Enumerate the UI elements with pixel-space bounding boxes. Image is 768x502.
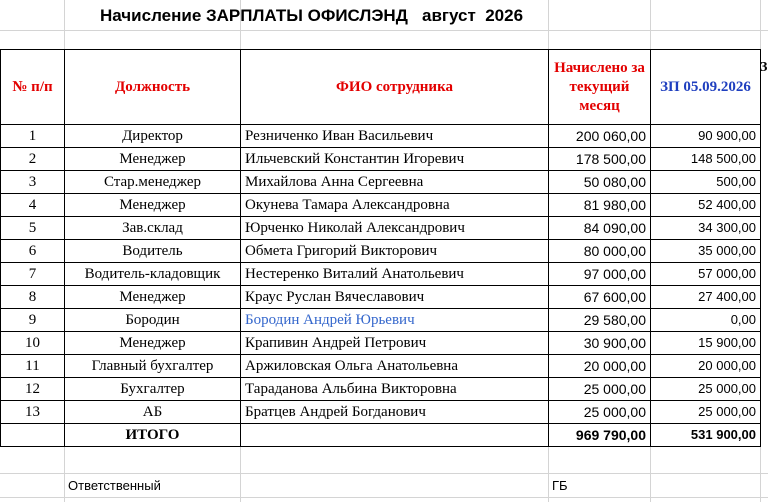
row-paid-cell[interactable]: 25 000,00 — [651, 378, 761, 401]
total-accrued[interactable]: 969 790,00 — [549, 424, 651, 447]
row-fio-cell[interactable]: Аржиловская Ольга Анатольевна — [241, 355, 549, 378]
total-row — [1, 424, 761, 447]
row-fio-cell[interactable]: Братцев Андрей Богданович — [241, 401, 549, 424]
row-paid-cell[interactable]: 34 300,00 — [651, 217, 761, 240]
row-paid-cell[interactable]: 500,00 — [651, 171, 761, 194]
header-fio[interactable]: ФИО сотрудника — [241, 50, 549, 125]
table-row — [1, 286, 761, 309]
row-accrued-cell[interactable]: 25 000,00 — [549, 378, 651, 401]
row-num-cell[interactable]: 2 — [1, 148, 65, 171]
responsible-value[interactable]: ГБ — [552, 478, 568, 493]
gridline — [0, 30, 768, 31]
row-num-cell[interactable]: 3 — [1, 171, 65, 194]
row-num-cell[interactable]: 9 — [1, 309, 65, 332]
row-paid-cell[interactable]: 20 000,00 — [651, 355, 761, 378]
table-row — [1, 355, 761, 378]
total-fio-cell[interactable] — [241, 424, 549, 447]
row-position-cell[interactable]: Водитель — [65, 240, 241, 263]
row-position-cell[interactable]: Зав.склад — [65, 217, 241, 240]
row-position-cell[interactable]: Стар.менеджер — [65, 171, 241, 194]
table-row — [1, 240, 761, 263]
row-fio-cell[interactable]: Крапивин Андрей Петрович — [241, 332, 549, 355]
row-paid-cell[interactable]: 35 000,00 — [651, 240, 761, 263]
row-num-cell[interactable]: 6 — [1, 240, 65, 263]
row-accrued-cell[interactable]: 84 090,00 — [549, 217, 651, 240]
table-row — [1, 171, 761, 194]
row-fio-cell[interactable]: Обмета Григорий Викторович — [241, 240, 549, 263]
total-paid[interactable]: 531 900,00 — [651, 424, 761, 447]
sheet-title: Начисление ЗАРПЛАТЫ ОФИСЛЭНД август 2026 — [100, 6, 524, 25]
header-num[interactable]: № п/п — [1, 50, 65, 125]
row-fio-cell[interactable]: Бородин Андрей Юрьевич — [241, 309, 549, 332]
row-fio-cell[interactable]: Резниченко Иван Васильевич — [241, 125, 549, 148]
row-num-cell[interactable]: 4 — [1, 194, 65, 217]
row-paid-cell[interactable]: 15 900,00 — [651, 332, 761, 355]
row-position-cell[interactable]: АБ — [65, 401, 241, 424]
row-position-cell[interactable]: Менеджер — [65, 148, 241, 171]
header-row — [1, 50, 761, 125]
row-accrued-cell[interactable]: 80 000,00 — [549, 240, 651, 263]
table-row — [1, 125, 761, 148]
row-num-cell[interactable]: 11 — [1, 355, 65, 378]
row-accrued-cell[interactable]: 178 500,00 — [549, 148, 651, 171]
table-row — [1, 194, 761, 217]
row-fio-cell[interactable]: Тараданова Альбина Викторовна — [241, 378, 549, 401]
header-paid[interactable]: ЗП 05.09.2026 — [651, 50, 761, 125]
row-num-cell[interactable]: 12 — [1, 378, 65, 401]
row-position-cell[interactable]: Менеджер — [65, 286, 241, 309]
row-accrued-cell[interactable]: 67 600,00 — [549, 286, 651, 309]
gridline — [0, 497, 768, 498]
header-position[interactable]: Должность — [65, 50, 241, 125]
table-row — [1, 217, 761, 240]
row-position-cell[interactable]: Менеджер — [65, 332, 241, 355]
row-position-cell[interactable]: Водитель-кладовщик — [65, 263, 241, 286]
row-paid-cell[interactable]: 57 000,00 — [651, 263, 761, 286]
row-accrued-cell[interactable]: 81 980,00 — [549, 194, 651, 217]
clipped-column-header: З — [760, 60, 768, 75]
row-accrued-cell[interactable]: 97 000,00 — [549, 263, 651, 286]
responsible-label[interactable]: Ответственный — [68, 478, 161, 493]
row-num-cell[interactable]: 13 — [1, 401, 65, 424]
row-num-cell[interactable]: 7 — [1, 263, 65, 286]
row-accrued-cell[interactable]: 30 900,00 — [549, 332, 651, 355]
row-num-cell[interactable]: 8 — [1, 286, 65, 309]
row-paid-cell[interactable]: 0,00 — [651, 309, 761, 332]
row-position-cell[interactable]: Менеджер — [65, 194, 241, 217]
row-paid-cell[interactable]: 148 500,00 — [651, 148, 761, 171]
row-accrued-cell[interactable]: 20 000,00 — [549, 355, 651, 378]
payroll-table — [0, 49, 761, 447]
row-num-cell[interactable]: 5 — [1, 217, 65, 240]
row-paid-cell[interactable]: 27 400,00 — [651, 286, 761, 309]
row-accrued-cell[interactable]: 25 000,00 — [549, 401, 651, 424]
table-row — [1, 148, 761, 171]
row-paid-cell[interactable]: 52 400,00 — [651, 194, 761, 217]
table-row — [1, 378, 761, 401]
row-fio-cell[interactable]: Михайлова Анна Сергеевна — [241, 171, 549, 194]
table-row — [1, 309, 761, 332]
row-fio-cell[interactable]: Нестеренко Виталий Анатольевич — [241, 263, 549, 286]
row-accrued-cell[interactable]: 50 080,00 — [549, 171, 651, 194]
row-num-cell[interactable]: 10 — [1, 332, 65, 355]
table-row — [1, 263, 761, 286]
row-fio-cell[interactable]: Окунева Тамара Александровна — [241, 194, 549, 217]
row-fio-cell[interactable]: Краус Руслан Вячеславович — [241, 286, 549, 309]
row-num-cell[interactable]: 1 — [1, 125, 65, 148]
row-position-cell[interactable]: Директор — [65, 125, 241, 148]
row-position-cell[interactable]: Главный бухгалтер — [65, 355, 241, 378]
row-fio-cell[interactable]: Ильчевский Константин Игоревич — [241, 148, 549, 171]
row-accrued-cell[interactable]: 29 580,00 — [549, 309, 651, 332]
row-accrued-cell[interactable]: 200 060,00 — [549, 125, 651, 148]
row-position-cell[interactable]: Бородин — [65, 309, 241, 332]
table-row — [1, 401, 761, 424]
table-body — [1, 125, 761, 424]
row-position-cell[interactable]: Бухгалтер — [65, 378, 241, 401]
row-fio-cell[interactable]: Юрченко Николай Александрович — [241, 217, 549, 240]
header-accrued[interactable]: Начислено за текущий месяц — [549, 50, 651, 125]
total-label[interactable]: ИТОГО — [65, 424, 241, 447]
row-paid-cell[interactable]: 25 000,00 — [651, 401, 761, 424]
gridline — [0, 473, 768, 474]
row-paid-cell[interactable]: 90 900,00 — [651, 125, 761, 148]
total-num-cell[interactable] — [1, 424, 65, 447]
table-row — [1, 332, 761, 355]
